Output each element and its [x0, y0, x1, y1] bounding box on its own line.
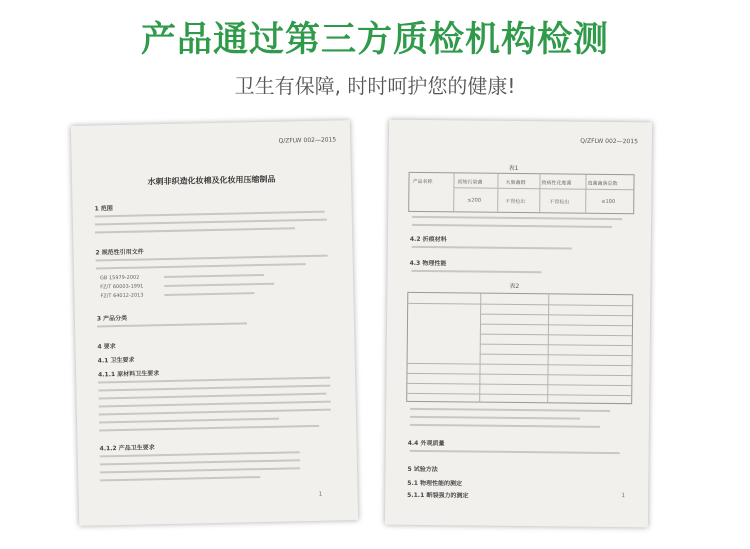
table-header: 致病性化脓菌 — [541, 180, 572, 187]
physical-properties-table — [406, 292, 633, 404]
section-heading: 4.1 卫生要求 — [97, 356, 135, 365]
table-cell: 不得检出 — [549, 199, 570, 206]
reference-standard: GB 15979-2002 — [99, 274, 140, 282]
table-cell: ≤100 — [601, 198, 616, 206]
table-header: 产品名称 — [412, 178, 433, 186]
table-cell: 不得检出 — [505, 198, 526, 206]
reference-standard: FZ/T 60003-1991 — [100, 283, 144, 291]
section-heading: 1 范围 — [94, 205, 113, 213]
page-number: 1 — [318, 490, 323, 498]
hygiene-table — [408, 172, 634, 214]
doc-code: Q/ZFLW 002—2015 — [278, 136, 337, 145]
table-caption: 表2 — [509, 282, 520, 291]
section-heading: 5.1.1 断裂强力的测定 — [407, 491, 469, 500]
table-caption: 表1 — [508, 164, 519, 172]
section-heading: 4.2 折痕材料 — [409, 235, 447, 244]
subheadline: 卫生有保障, 时时呵护您的健康! — [234, 74, 516, 98]
table-header: 初始污染菌 — [457, 179, 483, 186]
test-report-page-left — [71, 120, 358, 526]
reference-standard: FZ/T 64012-2013 — [100, 292, 144, 300]
table-header: 真菌菌落总数 — [587, 180, 618, 188]
table-cell: ≤200 — [467, 197, 482, 204]
section-heading: 5.1 物理性能的测定 — [407, 479, 463, 488]
section-heading: 4 要求 — [97, 343, 116, 351]
section-heading: 4.1.2 产品卫生要求 — [99, 444, 155, 453]
section-heading: 4.4 外观质量 — [407, 439, 445, 448]
headline: 产品通过第三方质检机构检测 — [140, 20, 609, 60]
section-heading: 5 试验方法 — [407, 465, 438, 474]
page-number: 1 — [621, 492, 626, 500]
doc-code: Q/ZFLW 002—2015 — [580, 137, 638, 146]
doc-title: 水刺非织造化妆棉及化妆用压缩制品 — [147, 174, 276, 187]
section-heading: 2 规范性引用文件 — [95, 248, 144, 257]
section-heading: 4.3 物理性能 — [409, 259, 447, 268]
test-report-page-right — [385, 120, 652, 528]
section-heading: 4.1.1 原材料卫生要求 — [97, 370, 160, 379]
table-header: 大肠菌群 — [505, 179, 526, 187]
section-heading: 3 产品分类 — [96, 314, 128, 323]
